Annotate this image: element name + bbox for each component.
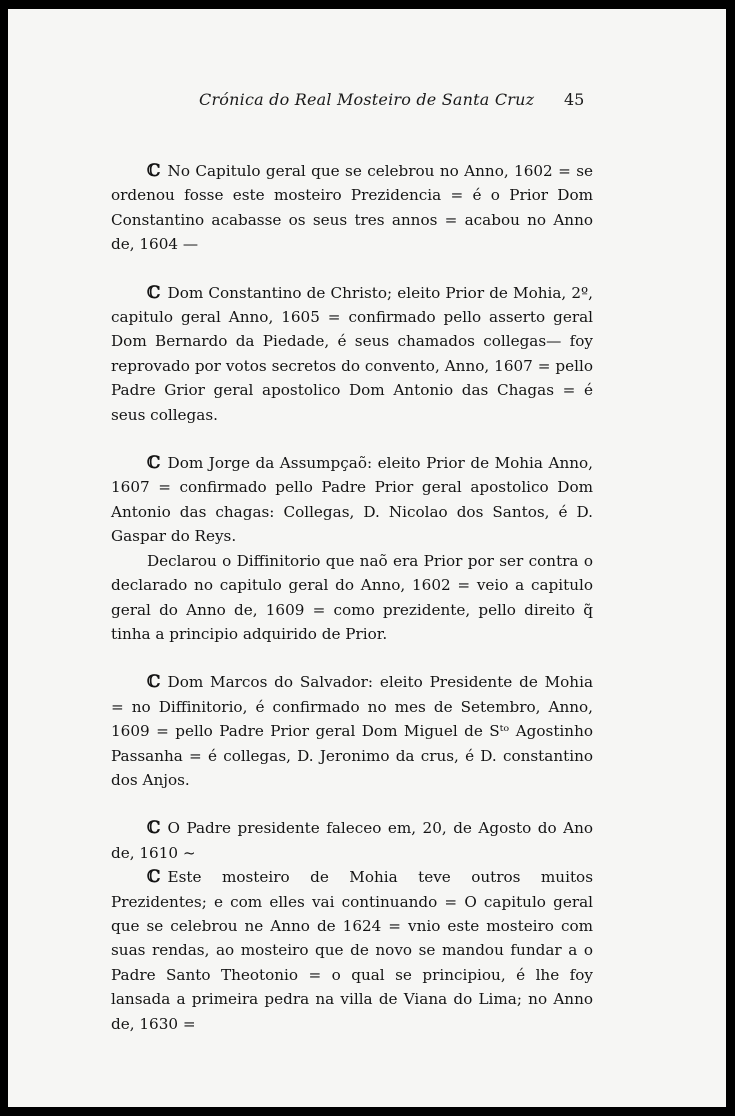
paragraph-text: Dom Constantino de Christo; eleito Prior de Mohia, 2º, capitulo geral Anno, 1605 = confirmado pello asserto geral Dom Bernardo da Piedade, é seus chamados collegas— foy reprovado por votos secretos do convento, Anno, 1607 = pello Padre Grior geral apostolico Dom Antonio das Chagas = é seus collegas. (111, 283, 593, 424)
paragraph-text: No Capitulo geral que se celebrou no Anno, 1602 = se ordenou fosse este mosteiro Prezidencia = é o Prior Dom Constantino acabasse os seus tres annos = acabou no Anno de, 1604 — (111, 162, 593, 254)
paragraph-text: Este mosteiro de Mohia teve outros muitos Prezidentes; e com elles vai continuando = O capitulo geral que se celebrou ne Anno de 1624 = vnio este mosteiro com suas rendas, ao mosteiro que de novo se mandou fundar a o Padre Santo Theotonio = o qual se principiou, é lhe foy lansada a primeira pedra na villa de Viana do Lima; no Anno de, 1630 = (111, 868, 593, 1033)
page-header (8, 90, 726, 114)
paragraph-mark-icon: ℂ (147, 818, 160, 839)
page-number: 45 (564, 90, 585, 109)
paragraph-capitulo-1602 (111, 159, 593, 257)
paragraph-text: O Padre presidente faleceo em, 20, de Agosto do Ano de, 1610 ~ (111, 819, 593, 862)
paragraph-mark-icon: ℂ (147, 867, 160, 888)
paragraph-este-mosteiro (111, 865, 593, 1036)
paragraph-dom-marcos (111, 670, 593, 792)
paragraph-text: Declarou o Diffinitorio que naõ era Prior por ser contra o declarado no capitulo geral do Anno, 1602 = veio a capitulo geral do Anno de, 1609 = como prezidente, pello direito q̃ tinha a principio adquirido de Prior. (111, 551, 593, 643)
page-body (111, 159, 593, 1036)
paragraph-mark-icon: ℂ (147, 282, 160, 303)
paragraph-dom-constantino (111, 281, 593, 427)
paragraph-dom-jorge (111, 451, 593, 549)
paragraph-mark-icon: ℂ (147, 161, 160, 181)
paragraph-mark-icon: ℂ (147, 672, 160, 693)
paragraph-text: Dom Marcos do Salvador: eleito Presidente de Mohia = no Diffinitorio, é confirmado no mes de Setembro, Anno, 1609 = pello Padre Prior geral Dom Miguel de Sᵗᵒ Agostinho Passanha = é collegas, D. Jeronimo da crus, é D. constantino dos Anjos. (111, 673, 593, 789)
paragraph-padre-presidente (111, 816, 593, 865)
paragraph-declarou (111, 549, 593, 647)
book-page (8, 9, 726, 1107)
paragraph-text: Dom Jorge da Assumpçaõ: eleito Prior de Mohia Anno, 1607 = confirmado pello Padre Prior geral apostolico Dom Antonio das chagas: Collegas, D. Nicolao dos Santos, é D. Gaspar do Reys. (111, 454, 593, 546)
paragraph-mark-icon: ℂ (147, 453, 160, 474)
running-title: Crónica do Real Mosteiro de Santa Cruz (199, 90, 535, 109)
